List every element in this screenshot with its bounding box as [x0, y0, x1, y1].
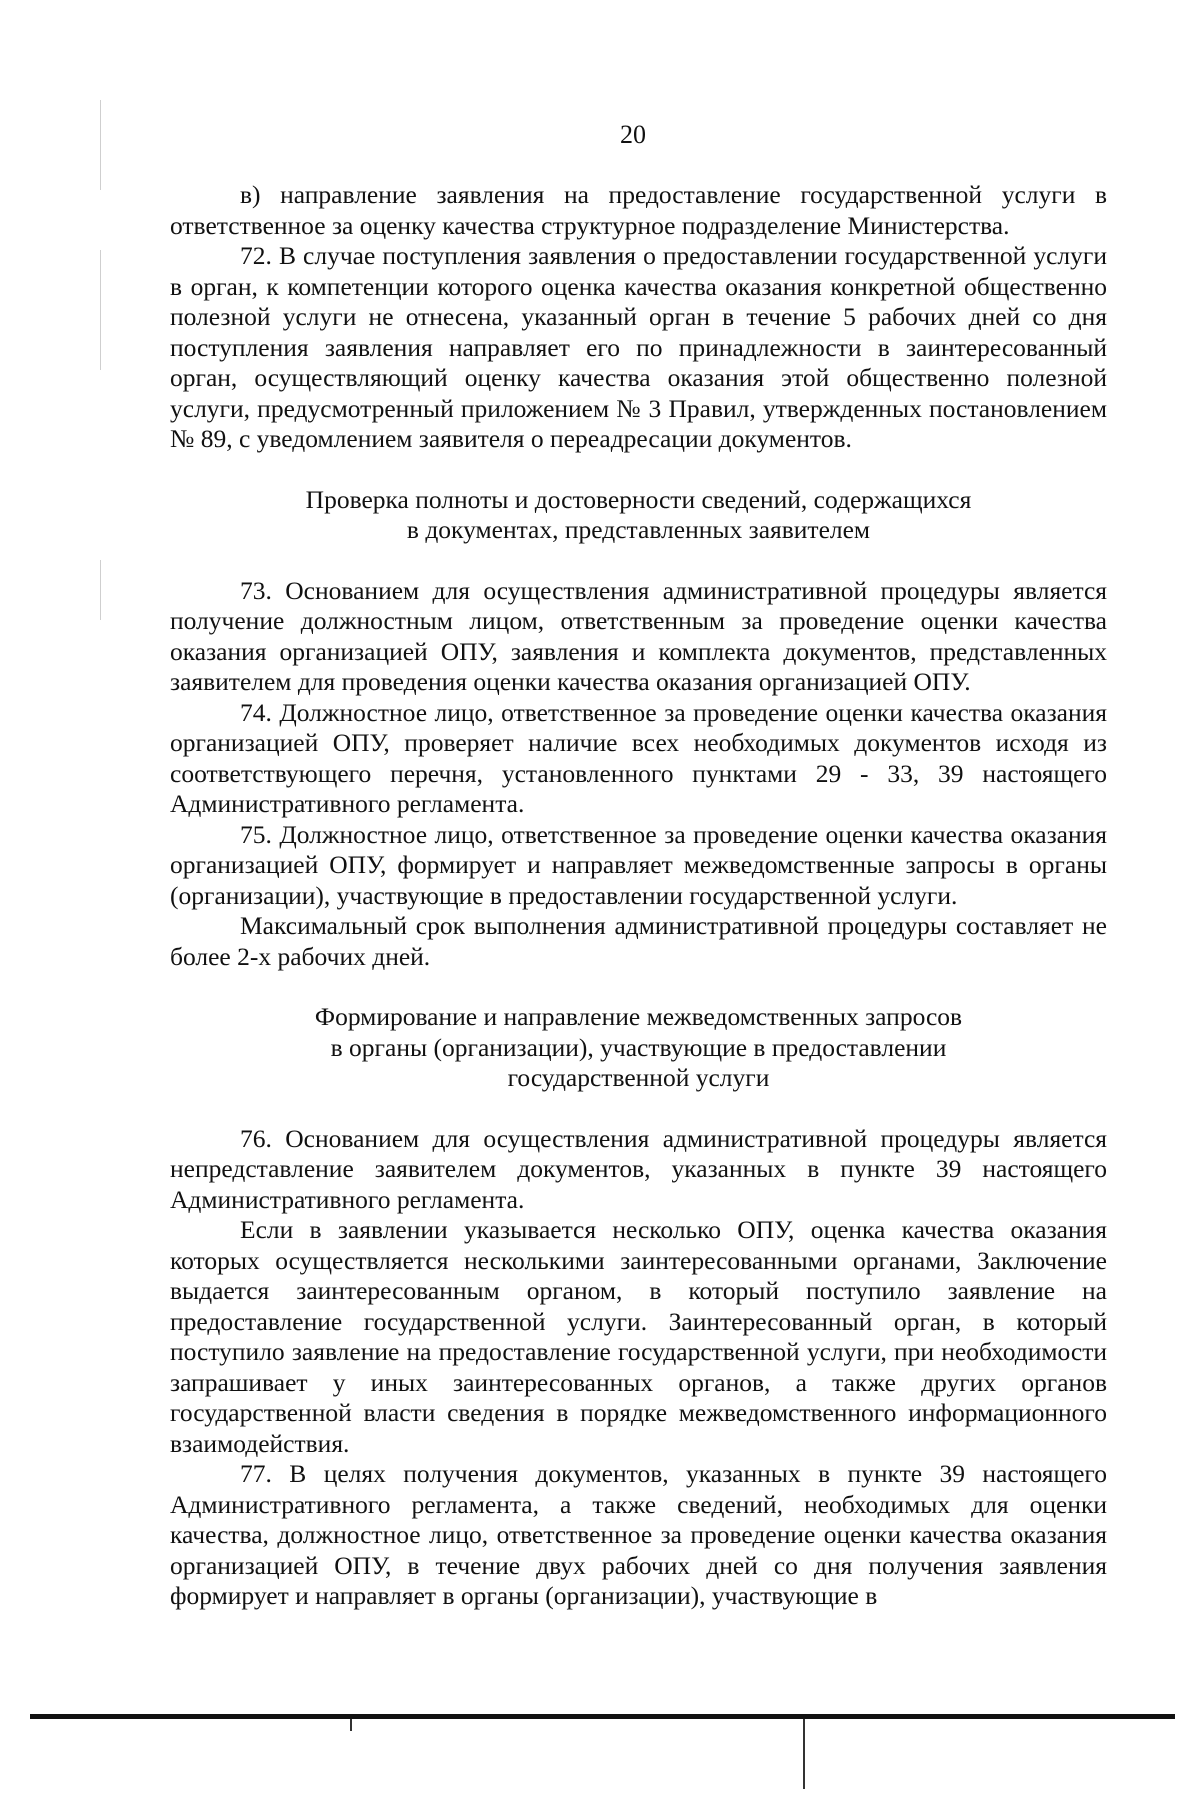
paragraph-75: 75. Должностное лицо, ответственное за проведение оценки качества оказания организацией ОПУ, формирует и направляет межведомственные запросы в органы (организации), участвующие в предоставлении государственной услуги. [170, 819, 1107, 910]
heading-line: государственной услуги [507, 1063, 770, 1092]
page-number: 20 [620, 120, 646, 149]
paragraph-max-term: Максимальный срок выполнения административной процедуры составляет не более 2-х рабочих дней. [170, 911, 1107, 971]
scan-margin-mark [100, 250, 101, 370]
heading-line: в органы (организации), участвующие в предоставлении [330, 1032, 947, 1062]
paragraph-74: 74. Должностное лицо, ответственное за проведение оценки качества оказания организацией ОПУ, проверяет наличие всех необходимых документов исходя из соответствующего перечня, установленного пунктами 29 - 33, 39 настоящего Административного регламента. [170, 697, 1107, 818]
heading-line: в документах, представленных заявителем [406, 515, 871, 544]
paragraph-77: 77. В целях получения документов, указанных в пункте 39 настоящего Административного регламента, а также сведений, необходимых для оценки качества, должностное лицо, ответственное за проведение оценки качества оказания организацией ОПУ, в течение двух рабочих дней со дня получения заявления формирует и направляет в органы (организации), участвующие в [170, 1459, 1107, 1610]
paragraph-v: в) направление заявления на предоставление государственной услуги в ответственное за оценку качества структурное подразделение Министерства. [170, 180, 1107, 240]
paragraph-76: 76. Основанием для осуществления административной процедуры является непредставление заявителем документов, указанных в пункте 39 настоящего Административного регламента. [170, 1123, 1107, 1214]
paragraph-72: 72. В случае поступления заявления о предоставлении государственной услуги в орган, к компетенции которого оценка качества оказания конкретной общественно полезной услуги не отнесена, указанный орган в течение 5 рабочих дней со дня поступления заявления направляет его по принадлежности в заинтересованный орган, осуществляющий оценку качества оказания этой общественно полезной услуги, предусмотренный приложением № 3 Правил, утвержденных постановлением № 89, с уведомлением заявителя о переадресации документов. [170, 241, 1107, 453]
scan-footer-tick [350, 1719, 352, 1731]
scan-footer-tick [803, 1719, 805, 1789]
section-heading-verification [170, 485, 1107, 546]
scan-margin-mark [100, 560, 101, 620]
section-heading-requests [170, 1002, 1107, 1094]
document-body [170, 180, 1107, 1612]
scan-footer-line [30, 1714, 1175, 1719]
paragraph-multiple-opu: Если в заявлении указывается несколько ОПУ, оценка качества оказания которых осуществляется несколькими заинтересованными органами, Заключение выдается заинтересованным органом, в который поступило заявление на предоставление государственной услуги. Заинтересованный орган, в который поступило заявление на предоставление государственной услуги, при необходимости запрашивает у иных заинтересованных органов, а также других органов государственной власти сведения в порядке межведомственного информационного взаимодействия. [170, 1215, 1107, 1458]
paragraph-73: 73. Основанием для осуществления административной процедуры является получение должностным лицом, ответственным за проведение оценки качества оказания организацией ОПУ, заявления и комплекта документов, представленных заявителем для проведения оценки качества оказания организацией ОПУ. [170, 575, 1107, 696]
heading-line: Проверка полноты и достоверности сведений, содержащихся [305, 484, 972, 514]
heading-line: Формирование и направление межведомственных запросов [314, 1002, 963, 1031]
